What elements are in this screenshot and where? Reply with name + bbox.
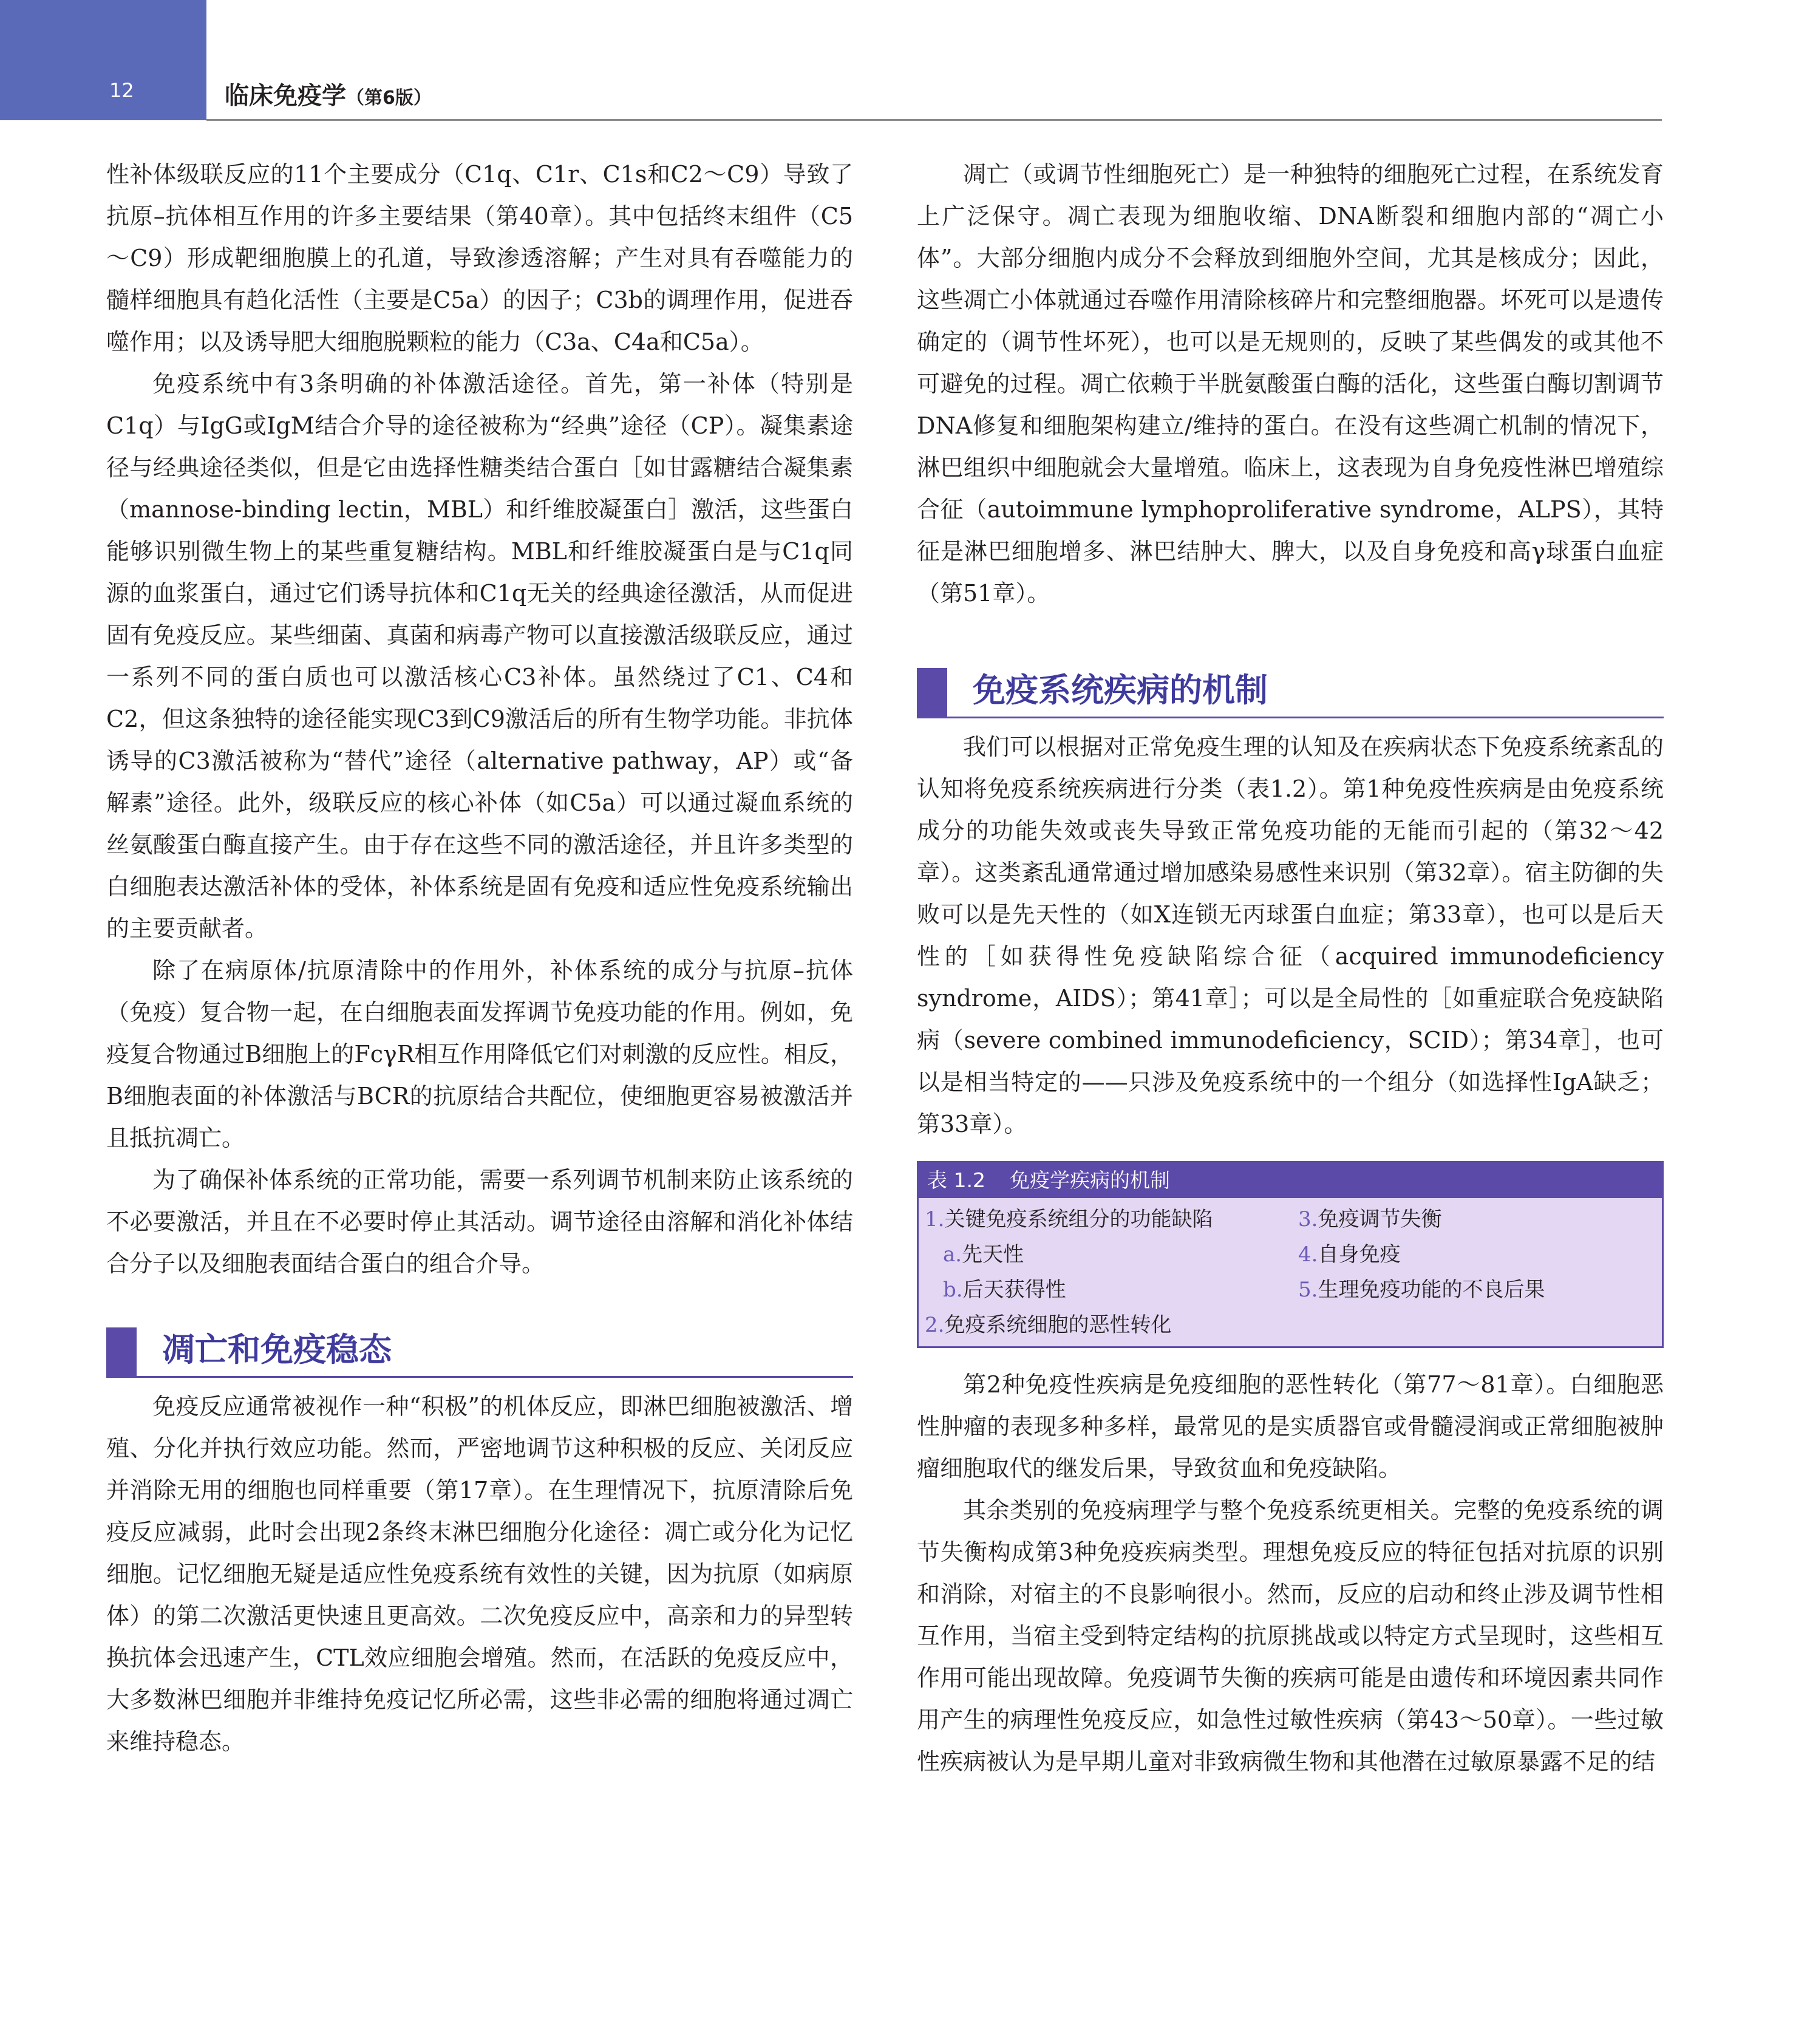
section-marker xyxy=(106,1327,137,1376)
page-number: 12 xyxy=(109,79,134,102)
item-number: 5. xyxy=(1298,1278,1318,1302)
item-number: 4. xyxy=(1298,1242,1318,1267)
table-item xyxy=(925,1202,1298,1237)
table-item xyxy=(925,1307,1298,1343)
paragraph: 免疫反应通常被视作一种“积极”的机体反应，即淋巴细胞被激活、增殖、分化并执行效应功能。然而，严密地调节这种积极的反应、关闭反应并消除无用的细胞也同样重要（第17章）。在生理情况下，抗原清除后免疫反应减弱，此时会出现2条终末淋巴细胞分化途径：凋亡或分化为记忆细胞。记忆细胞无疑是适应性免疫系统有效性的关键，因为抗原（如病原体）的第二次激活更快速且更高效。二次免疫反应中，高亲和力的异型转换抗体会迅速产生，CTL效应细胞会增殖。然而，在活跃的免疫反应中，大多数淋巴细胞并非维持免疫记忆所必需，这些非必需的细胞将通过凋亡来维持稳态。 xyxy=(106,1393,853,1755)
item-number: 2. xyxy=(925,1313,945,1337)
paragraph: 为了确保补体系统的正常功能，需要一系列调节机制来防止该系统的不必要激活，并且在不必要时停止其活动。调节途径由溶解和消化补体结合分子以及细胞表面结合蛋白的组合介导。 xyxy=(106,1167,853,1277)
item-number: 3. xyxy=(1298,1207,1318,1232)
book-edition: （第6版） xyxy=(346,87,432,109)
table-body xyxy=(919,1198,1662,1346)
paragraph: 我们可以根据对正常免疫生理的认知及在疾病状态下免疫系统紊乱的认知将免疫系统疾病进行分类（表1.2）。第1种免疫性疾病是由免疫系统成分的功能失效或丧失导致正常免疫功能的无能而引起的（第32～42章）。这类紊乱通常通过增加感染易感性来识别（第32章）。宿主防御的失败可以是先天性的（如X连锁无丙球蛋白血症；第33章），也可以是后天性的［如获得性免疫缺陷综合征（acquired immunodeficiency syndrome，AIDS）；第41章］；可以是全局性的［如重症联合免疫缺陷病（severe combined immunodeficiency，SCID）；第34章］，也可以是相当特定的——只涉及免疫系统中的一个组分（如选择性IgA缺乏；第33章）。 xyxy=(917,734,1664,1137)
header-color-tab xyxy=(0,0,206,120)
book-title-text: 临床免疫学 xyxy=(225,82,346,110)
table-left-column xyxy=(919,1202,1298,1343)
paragraph: 凋亡（或调节性细胞死亡）是一种独特的细胞死亡过程，在系统发育上广泛保守。凋亡表现为细胞收缩、DNA断裂和细胞内部的“凋亡小体”。大部分细胞内成分不会释放到细胞外空间，尤其是核成分；因此，这些凋亡小体就通过吞噬作用清除核碎片和完整细胞器。坏死可以是遗传确定的（调节性坏死），也可以是无规则的，反映了某些偶发的或其他不可避免的过程。凋亡依赖于半胱氨酸蛋白酶的活化，这些蛋白酶切割调节DNA修复和细胞架构建立/维持的蛋白。在没有这些凋亡机制的情况下，淋巴组织中细胞就会大量增殖。临床上，这表现为自身免疫性淋巴增殖综合征（autoimmune lymphoproliferative syndrome，ALPS），其特征是淋巴细胞增多、淋巴结肿大、脾大，以及自身免疫和高γ球蛋白血症（第51章）。 xyxy=(917,161,1664,607)
item-text: 先天性 xyxy=(962,1242,1024,1267)
paragraph: 性补体级联反应的11个主要成分（C1q、C1r、C1s和C2～C9）导致了抗原–抗体相互作用的许多主要结果（第40章）。其中包括终末组件（C5～C9）形成靶细胞膜上的孔道，导致渗透溶解；产生对具有吞噬能力的髓样细胞具有趋化活性（主要是C5a）的因子；C3b的调理作用，促进吞噬作用；以及诱导肥大细胞脱颗粒的能力（C3a、C4a和C5a）。 xyxy=(106,161,853,355)
table-item xyxy=(925,1237,1298,1272)
table-item xyxy=(1298,1202,1662,1237)
table-item xyxy=(925,1272,1298,1307)
item-text: 自身免疫 xyxy=(1318,1242,1401,1267)
running-header-book-title xyxy=(225,77,432,111)
item-text: 免疫调节失衡 xyxy=(1318,1207,1442,1232)
item-number: a. xyxy=(943,1242,962,1267)
paragraph: 免疫系统中有3条明确的补体激活途径。首先，第一补体（特别是C1q）与IgG或IgM结合介导的途径被称为“经典”途径（CP）。凝集素途径与经典途径类似，但是它由选择性糖类结合蛋白［如甘露糖结合凝集素（mannose-binding lectin，MBL）和纤维胶凝蛋白］激活，这些蛋白能够识别微生物上的某些重复糖结构。MBL和纤维胶凝蛋白是与C1q同源的血浆蛋白，通过它们诱导抗体和C1q无关的经典途径激活，从而促进固有免疫反应。某些细菌、真菌和病毒产物可以直接激活级联反应，通过一系列不同的蛋白质也可以激活核心C3补体。虽然绕过了C1、C4和C2，但这条独特的途径能实现C3到C9激活后的所有生物学功能。非抗体诱导的C3激活被称为“替代”途径（alternative pathway，AP）或“备解素”途径。此外，级联反应的核心补体（如C5a）可以通过凝血系统的丝氨酸蛋白酶直接产生。由于存在这些不同的激活途径，并且许多类型的白细胞表达激活补体的受体，补体系统是固有免疫和适应性免疫系统输出的主要贡献者。 xyxy=(106,370,853,942)
table-caption xyxy=(919,1163,1662,1198)
item-text: 免疫系统细胞的恶性转化 xyxy=(944,1313,1172,1337)
left-column xyxy=(106,154,853,1763)
paragraph: 第2种免疫性疾病是免疫细胞的恶性转化（第77～81章）。白细胞恶性肿瘤的表现多种多样，最常见的是实质器官或骨髓浸润或正常细胞被肿瘤细胞取代的继发后果，导致贫血和免疫缺陷。 xyxy=(917,1371,1664,1482)
right-column xyxy=(917,154,1664,1783)
section-title: 免疫系统疾病的机制 xyxy=(973,671,1268,709)
section-marker xyxy=(917,668,947,717)
item-text: 关键免疫系统组分的功能缺陷 xyxy=(944,1207,1213,1232)
table-item xyxy=(1298,1237,1662,1272)
item-text: 后天获得性 xyxy=(962,1278,1066,1302)
item-number: 1. xyxy=(925,1207,945,1232)
item-number: b. xyxy=(943,1278,963,1302)
table-item xyxy=(1298,1272,1662,1307)
section-underline xyxy=(106,1376,853,1378)
paragraph: 其余类别的免疫病理学与整个免疫系统更相关。完整的免疫系统的调节失衡构成第3种免疫疾病类型。理想免疫反应的特征包括对抗原的识别和消除，对宿主的不良影响很小。然而，反应的启动和终止涉及调节性相互作用，当宿主受到特定结构的抗原挑战或以特定方式呈现时，这些相互作用可能出现故障。免疫调节失衡的疾病可能是由遗传和环境因素共同作用产生的病理性免疫反应，如急性过敏性疾病（第43～50章）。一些过敏性疾病被认为是早期儿童对非致病微生物和其他潜在过敏原暴露不足的结 xyxy=(917,1497,1664,1775)
table-title: 免疫学疾病的机制 xyxy=(1009,1168,1170,1192)
paragraph: 除了在病原体/抗原清除中的作用外，补体系统的成分与抗原–抗体（免疫）复合物一起，在白细胞表面发挥调节免疫功能的作用。例如，免疫复合物通过B细胞上的FcγR相互作用降低它们对刺激的反应性。相反，B细胞表面的补体激活与BCR的抗原结合共配位，使细胞更容易被激活并且抵抗凋亡。 xyxy=(106,957,853,1151)
item-text: 生理免疫功能的不良后果 xyxy=(1318,1278,1545,1302)
section-heading-apoptosis xyxy=(106,1320,853,1377)
header-divider xyxy=(206,119,1662,121)
table-right-column xyxy=(1298,1202,1662,1343)
section-heading-mechanisms xyxy=(917,661,1664,718)
table-1-2 xyxy=(917,1161,1664,1348)
section-underline xyxy=(917,717,1664,718)
section-title: 凋亡和免疫稳态 xyxy=(162,1330,392,1369)
table-label: 表 1.2 xyxy=(927,1168,985,1192)
